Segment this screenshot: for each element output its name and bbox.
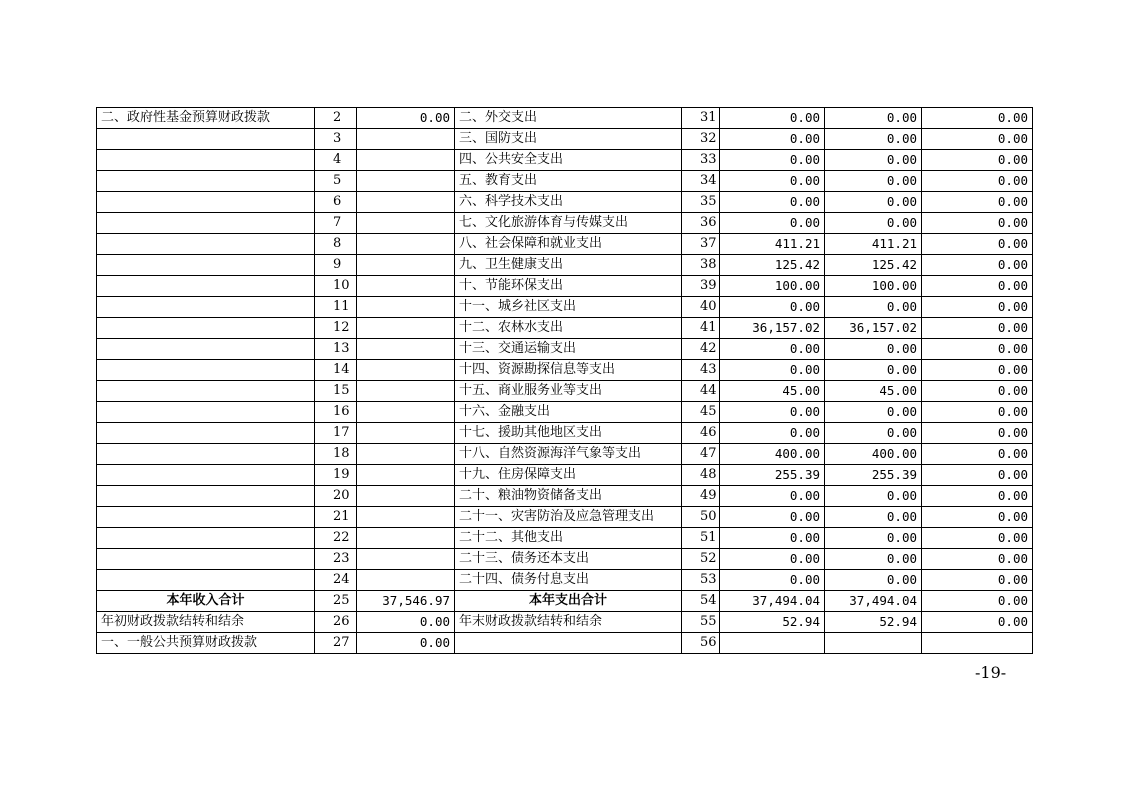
general-budget-cell: 0.00 bbox=[825, 108, 922, 129]
general-budget-cell: 411.21 bbox=[825, 234, 922, 255]
general-budget-cell: 100.00 bbox=[825, 276, 922, 297]
budget-table bbox=[96, 107, 1033, 654]
general-budget-cell: 400.00 bbox=[825, 444, 922, 465]
expense-total-cell: 37,494.04 bbox=[720, 591, 825, 612]
table-row bbox=[97, 192, 1033, 213]
table-row bbox=[97, 381, 1033, 402]
income-line-no-cell: 25 bbox=[315, 591, 357, 612]
expense-total-cell: 0.00 bbox=[720, 486, 825, 507]
income-item-cell bbox=[97, 234, 315, 255]
fund-budget-cell: 0.00 bbox=[922, 129, 1033, 150]
income-item-cell: 年初财政拨款结转和结余 bbox=[97, 612, 315, 633]
income-line-no-cell: 26 bbox=[315, 612, 357, 633]
fund-budget-cell: 0.00 bbox=[922, 192, 1033, 213]
expense-total-cell: 45.00 bbox=[720, 381, 825, 402]
income-amount-cell: 0.00 bbox=[357, 633, 455, 654]
expense-line-no-cell: 36 bbox=[682, 213, 720, 234]
general-budget-cell: 45.00 bbox=[825, 381, 922, 402]
table-row bbox=[97, 507, 1033, 528]
expense-line-no-cell: 31 bbox=[682, 108, 720, 129]
income-line-no-cell: 8 bbox=[315, 234, 357, 255]
general-budget-cell: 0.00 bbox=[825, 423, 922, 444]
income-item-cell bbox=[97, 360, 315, 381]
table-row bbox=[97, 360, 1033, 381]
expense-total-cell: 100.00 bbox=[720, 276, 825, 297]
expense-line-no-cell: 53 bbox=[682, 570, 720, 591]
table-row bbox=[97, 255, 1033, 276]
general-budget-cell: 0.00 bbox=[825, 297, 922, 318]
fund-budget-cell: 0.00 bbox=[922, 318, 1033, 339]
income-line-no-cell: 23 bbox=[315, 549, 357, 570]
income-amount-cell bbox=[357, 339, 455, 360]
expense-line-no-cell: 41 bbox=[682, 318, 720, 339]
expense-line-no-cell: 55 bbox=[682, 612, 720, 633]
fund-budget-cell: 0.00 bbox=[922, 213, 1033, 234]
income-item-cell bbox=[97, 297, 315, 318]
income-item-cell: 本年收入合计 bbox=[97, 591, 315, 612]
income-item-cell bbox=[97, 507, 315, 528]
expense-item-cell: 二、外交支出 bbox=[455, 108, 682, 129]
expense-total-cell: 0.00 bbox=[720, 213, 825, 234]
income-item-cell bbox=[97, 486, 315, 507]
expense-total-cell: 0.00 bbox=[720, 297, 825, 318]
income-line-no-cell: 19 bbox=[315, 465, 357, 486]
fund-budget-cell: 0.00 bbox=[922, 297, 1033, 318]
table-row bbox=[97, 234, 1033, 255]
expense-item-cell: 十三、交通运输支出 bbox=[455, 339, 682, 360]
expense-line-no-cell: 45 bbox=[682, 402, 720, 423]
general-budget-cell: 0.00 bbox=[825, 528, 922, 549]
page-number: -19- bbox=[975, 663, 1007, 682]
expense-line-no-cell: 46 bbox=[682, 423, 720, 444]
income-amount-cell bbox=[357, 297, 455, 318]
expense-item-cell: 十八、自然资源海洋气象等支出 bbox=[455, 444, 682, 465]
expense-item-cell: 十一、城乡社区支出 bbox=[455, 297, 682, 318]
expense-item-cell: 三、国防支出 bbox=[455, 129, 682, 150]
expense-line-no-cell: 49 bbox=[682, 486, 720, 507]
expense-line-no-cell: 51 bbox=[682, 528, 720, 549]
fund-budget-cell: 0.00 bbox=[922, 339, 1033, 360]
table-row bbox=[97, 633, 1033, 654]
income-line-no-cell: 22 bbox=[315, 528, 357, 549]
expense-item-cell: 本年支出合计 bbox=[455, 591, 682, 612]
fund-budget-cell: 0.00 bbox=[922, 570, 1033, 591]
fund-budget-cell: 0.00 bbox=[922, 507, 1033, 528]
fund-budget-cell: 0.00 bbox=[922, 171, 1033, 192]
income-amount-cell bbox=[357, 528, 455, 549]
table-row bbox=[97, 570, 1033, 591]
expense-item-cell: 十二、农林水支出 bbox=[455, 318, 682, 339]
income-item-cell bbox=[97, 276, 315, 297]
expense-item-cell: 四、公共安全支出 bbox=[455, 150, 682, 171]
fund-budget-cell: 0.00 bbox=[922, 549, 1033, 570]
fund-budget-cell: 0.00 bbox=[922, 381, 1033, 402]
expense-total-cell: 0.00 bbox=[720, 339, 825, 360]
expense-item-cell: 二十三、债务还本支出 bbox=[455, 549, 682, 570]
income-amount-cell bbox=[357, 486, 455, 507]
general-budget-cell: 255.39 bbox=[825, 465, 922, 486]
table-row bbox=[97, 276, 1033, 297]
expense-item-cell: 十五、商业服务业等支出 bbox=[455, 381, 682, 402]
table-row bbox=[97, 423, 1033, 444]
expense-total-cell: 400.00 bbox=[720, 444, 825, 465]
fund-budget-cell: 0.00 bbox=[922, 150, 1033, 171]
expense-total-cell: 255.39 bbox=[720, 465, 825, 486]
fund-budget-cell: 0.00 bbox=[922, 234, 1033, 255]
income-line-no-cell: 14 bbox=[315, 360, 357, 381]
income-item-cell bbox=[97, 528, 315, 549]
fund-budget-cell: 0.00 bbox=[922, 444, 1033, 465]
table-row bbox=[97, 318, 1033, 339]
income-amount-cell bbox=[357, 444, 455, 465]
income-amount-cell bbox=[357, 129, 455, 150]
expense-line-no-cell: 44 bbox=[682, 381, 720, 402]
general-budget-cell: 0.00 bbox=[825, 192, 922, 213]
income-item-cell bbox=[97, 192, 315, 213]
income-amount-cell bbox=[357, 213, 455, 234]
table-row bbox=[97, 129, 1033, 150]
table-row bbox=[97, 402, 1033, 423]
income-line-no-cell: 18 bbox=[315, 444, 357, 465]
income-amount-cell bbox=[357, 465, 455, 486]
income-amount-cell: 0.00 bbox=[357, 108, 455, 129]
fund-budget-cell: 0.00 bbox=[922, 465, 1033, 486]
general-budget-cell: 0.00 bbox=[825, 150, 922, 171]
expense-line-no-cell: 32 bbox=[682, 129, 720, 150]
income-item-cell: 二、政府性基金预算财政拨款 bbox=[97, 108, 315, 129]
expense-total-cell: 0.00 bbox=[720, 171, 825, 192]
table-row bbox=[97, 486, 1033, 507]
fund-budget-cell: 0.00 bbox=[922, 360, 1033, 381]
income-item-cell bbox=[97, 402, 315, 423]
expense-line-no-cell: 50 bbox=[682, 507, 720, 528]
expense-total-cell: 52.94 bbox=[720, 612, 825, 633]
expense-line-no-cell: 42 bbox=[682, 339, 720, 360]
income-line-no-cell: 27 bbox=[315, 633, 357, 654]
income-line-no-cell: 17 bbox=[315, 423, 357, 444]
income-line-no-cell: 4 bbox=[315, 150, 357, 171]
income-amount-cell bbox=[357, 150, 455, 171]
expense-total-cell: 36,157.02 bbox=[720, 318, 825, 339]
table-row bbox=[97, 528, 1033, 549]
table-row bbox=[97, 150, 1033, 171]
table-row bbox=[97, 339, 1033, 360]
expense-total-cell: 0.00 bbox=[720, 528, 825, 549]
income-amount-cell bbox=[357, 360, 455, 381]
income-amount-cell bbox=[357, 171, 455, 192]
expense-item-cell: 二十四、债务付息支出 bbox=[455, 570, 682, 591]
income-item-cell bbox=[97, 465, 315, 486]
fund-budget-cell: 0.00 bbox=[922, 402, 1033, 423]
income-line-no-cell: 9 bbox=[315, 255, 357, 276]
expense-total-cell: 0.00 bbox=[720, 129, 825, 150]
expense-total-cell: 0.00 bbox=[720, 549, 825, 570]
general-budget-cell: 0.00 bbox=[825, 549, 922, 570]
table-row bbox=[97, 591, 1033, 612]
income-amount-cell: 0.00 bbox=[357, 612, 455, 633]
expense-item-cell: 十六、金融支出 bbox=[455, 402, 682, 423]
expense-item-cell: 年末财政拨款结转和结余 bbox=[455, 612, 682, 633]
income-line-no-cell: 3 bbox=[315, 129, 357, 150]
expense-line-no-cell: 47 bbox=[682, 444, 720, 465]
income-line-no-cell: 12 bbox=[315, 318, 357, 339]
income-item-cell bbox=[97, 381, 315, 402]
expense-line-no-cell: 34 bbox=[682, 171, 720, 192]
income-item-cell bbox=[97, 423, 315, 444]
fund-budget-cell: 0.00 bbox=[922, 612, 1033, 633]
expense-line-no-cell: 38 bbox=[682, 255, 720, 276]
expense-item-cell: 七、文化旅游体育与传媒支出 bbox=[455, 213, 682, 234]
table-row bbox=[97, 171, 1033, 192]
general-budget-cell: 0.00 bbox=[825, 171, 922, 192]
fund-budget-cell: 0.00 bbox=[922, 528, 1033, 549]
fund-budget-cell: 0.00 bbox=[922, 591, 1033, 612]
income-amount-cell bbox=[357, 423, 455, 444]
expense-total-cell: 0.00 bbox=[720, 108, 825, 129]
expense-total-cell: 0.00 bbox=[720, 150, 825, 171]
expense-line-no-cell: 39 bbox=[682, 276, 720, 297]
fund-budget-cell: 0.00 bbox=[922, 255, 1033, 276]
expense-total-cell: 0.00 bbox=[720, 192, 825, 213]
expense-line-no-cell: 37 bbox=[682, 234, 720, 255]
income-amount-cell bbox=[357, 234, 455, 255]
income-item-cell bbox=[97, 444, 315, 465]
expense-total-cell bbox=[720, 633, 825, 654]
expense-item-cell: 十七、援助其他地区支出 bbox=[455, 423, 682, 444]
income-line-no-cell: 6 bbox=[315, 192, 357, 213]
general-budget-cell: 0.00 bbox=[825, 570, 922, 591]
income-amount-cell: 37,546.97 bbox=[357, 591, 455, 612]
expense-total-cell: 411.21 bbox=[720, 234, 825, 255]
expense-line-no-cell: 43 bbox=[682, 360, 720, 381]
table-row bbox=[97, 612, 1033, 633]
general-budget-cell: 0.00 bbox=[825, 486, 922, 507]
table-body bbox=[97, 108, 1033, 654]
table-row bbox=[97, 297, 1033, 318]
income-amount-cell bbox=[357, 402, 455, 423]
income-line-no-cell: 21 bbox=[315, 507, 357, 528]
expense-line-no-cell: 40 bbox=[682, 297, 720, 318]
expense-item-cell: 六、科学技术支出 bbox=[455, 192, 682, 213]
table-row bbox=[97, 213, 1033, 234]
table-row bbox=[97, 108, 1033, 129]
expense-item-cell: 二十一、灾害防治及应急管理支出 bbox=[455, 507, 682, 528]
income-line-no-cell: 13 bbox=[315, 339, 357, 360]
expense-total-cell: 0.00 bbox=[720, 402, 825, 423]
expense-line-no-cell: 54 bbox=[682, 591, 720, 612]
income-line-no-cell: 20 bbox=[315, 486, 357, 507]
income-item-cell bbox=[97, 318, 315, 339]
expense-total-cell: 0.00 bbox=[720, 507, 825, 528]
income-amount-cell bbox=[357, 192, 455, 213]
table-row bbox=[97, 444, 1033, 465]
expense-item-cell bbox=[455, 633, 682, 654]
general-budget-cell: 0.00 bbox=[825, 360, 922, 381]
income-item-cell bbox=[97, 570, 315, 591]
income-amount-cell bbox=[357, 507, 455, 528]
income-amount-cell bbox=[357, 549, 455, 570]
expense-item-cell: 十四、资源勘探信息等支出 bbox=[455, 360, 682, 381]
income-item-cell bbox=[97, 339, 315, 360]
general-budget-cell: 125.42 bbox=[825, 255, 922, 276]
income-line-no-cell: 16 bbox=[315, 402, 357, 423]
income-amount-cell bbox=[357, 276, 455, 297]
fund-budget-cell bbox=[922, 633, 1033, 654]
general-budget-cell: 0.00 bbox=[825, 213, 922, 234]
general-budget-cell: 0.00 bbox=[825, 402, 922, 423]
income-line-no-cell: 2 bbox=[315, 108, 357, 129]
income-line-no-cell: 5 bbox=[315, 171, 357, 192]
income-item-cell bbox=[97, 129, 315, 150]
income-line-no-cell: 15 bbox=[315, 381, 357, 402]
general-budget-cell: 0.00 bbox=[825, 507, 922, 528]
income-item-cell bbox=[97, 549, 315, 570]
expense-total-cell: 0.00 bbox=[720, 423, 825, 444]
table-row bbox=[97, 465, 1033, 486]
general-budget-cell bbox=[825, 633, 922, 654]
income-amount-cell bbox=[357, 570, 455, 591]
income-item-cell bbox=[97, 255, 315, 276]
income-item-cell bbox=[97, 213, 315, 234]
table-row bbox=[97, 549, 1033, 570]
income-amount-cell bbox=[357, 381, 455, 402]
income-line-no-cell: 11 bbox=[315, 297, 357, 318]
expense-item-cell: 五、教育支出 bbox=[455, 171, 682, 192]
expense-item-cell: 十、节能环保支出 bbox=[455, 276, 682, 297]
expense-item-cell: 二十、粮油物资储备支出 bbox=[455, 486, 682, 507]
income-amount-cell bbox=[357, 318, 455, 339]
expense-item-cell: 二十二、其他支出 bbox=[455, 528, 682, 549]
fund-budget-cell: 0.00 bbox=[922, 423, 1033, 444]
fund-budget-cell: 0.00 bbox=[922, 108, 1033, 129]
income-line-no-cell: 7 bbox=[315, 213, 357, 234]
income-item-cell bbox=[97, 171, 315, 192]
expense-line-no-cell: 35 bbox=[682, 192, 720, 213]
general-budget-cell: 37,494.04 bbox=[825, 591, 922, 612]
general-budget-cell: 0.00 bbox=[825, 339, 922, 360]
general-budget-cell: 0.00 bbox=[825, 129, 922, 150]
expense-total-cell: 0.00 bbox=[720, 570, 825, 591]
expense-total-cell: 0.00 bbox=[720, 360, 825, 381]
income-line-no-cell: 10 bbox=[315, 276, 357, 297]
income-amount-cell bbox=[357, 255, 455, 276]
fund-budget-cell: 0.00 bbox=[922, 276, 1033, 297]
income-item-cell bbox=[97, 150, 315, 171]
expense-line-no-cell: 33 bbox=[682, 150, 720, 171]
expense-line-no-cell: 56 bbox=[682, 633, 720, 654]
income-item-cell: 一、一般公共预算财政拨款 bbox=[97, 633, 315, 654]
general-budget-cell: 36,157.02 bbox=[825, 318, 922, 339]
expense-total-cell: 125.42 bbox=[720, 255, 825, 276]
fund-budget-cell: 0.00 bbox=[922, 486, 1033, 507]
expense-line-no-cell: 52 bbox=[682, 549, 720, 570]
expense-item-cell: 九、卫生健康支出 bbox=[455, 255, 682, 276]
expense-item-cell: 十九、住房保障支出 bbox=[455, 465, 682, 486]
income-line-no-cell: 24 bbox=[315, 570, 357, 591]
general-budget-cell: 52.94 bbox=[825, 612, 922, 633]
expense-item-cell: 八、社会保障和就业支出 bbox=[455, 234, 682, 255]
expense-line-no-cell: 48 bbox=[682, 465, 720, 486]
